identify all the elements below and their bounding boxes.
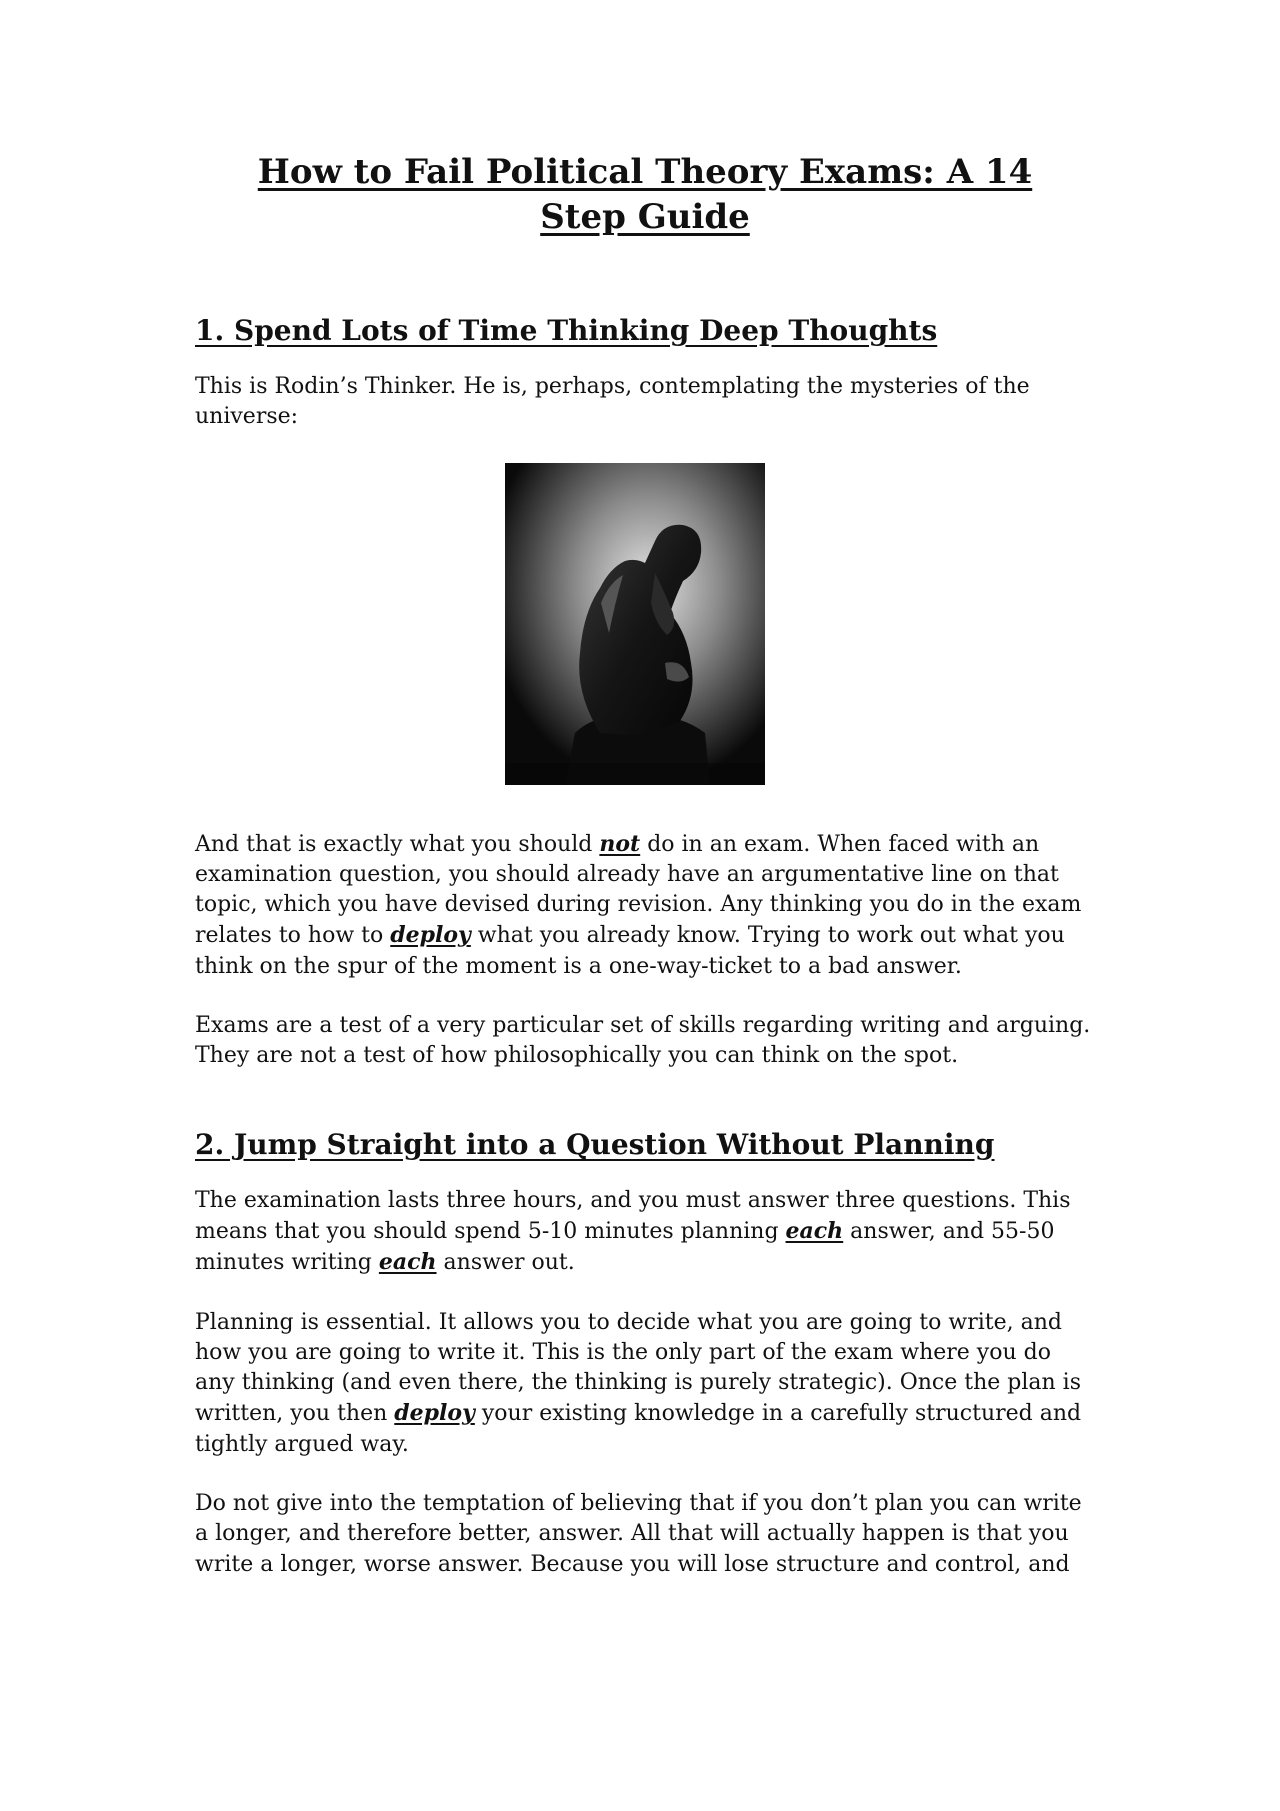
emphasis-each: each bbox=[378, 1249, 437, 1276]
emphasis-not: not bbox=[599, 830, 641, 857]
emphasis-deploy: deploy bbox=[390, 922, 471, 949]
thinker-statue-image bbox=[505, 463, 765, 785]
document-page bbox=[195, 150, 1095, 1580]
section-1-paragraph-2: Exams are a test of a very particular set of skills regarding writing and arguing. They are not a test of how philosophically you can think on the spot. bbox=[195, 1013, 1091, 1069]
section-2-heading: 2. Jump Straight into a Question Without Planning bbox=[195, 1127, 995, 1161]
section-1-intro: This is Rodin’s Thinker. He is, perhaps, contemplating the mysteries of the universe: bbox=[195, 374, 1030, 430]
section-2-paragraph-1: The examination lasts three hours, and you must answer three questions. This means that you should spend 5-10 minutes planning each answer, and 55-50 minutes writing each answer out. bbox=[195, 1187, 1071, 1276]
document-title: How to Fail Political Theory Exams: A 14 Step Guide bbox=[257, 152, 1033, 237]
section-1-heading: 1. Spend Lots of Time Thinking Deep Thoughts bbox=[195, 314, 938, 347]
emphasis-each: each bbox=[785, 1217, 844, 1244]
section-2-paragraph-3: Do not give into the temptation of believing that if you don’t plan you can write a longer, and therefore better, answer. All that will actually happen is that you write a longer, worse answer. Because you will lose structure and control, and bbox=[195, 1491, 1082, 1577]
section-2-paragraph-2: Planning is essential. It allows you to decide what you are going to write, and how you are going to write it. This is the only part of the exam where you do any thinking (and even there, the thinking is purely strategic). Once the plan is written, you then deploy your existing knowledge in a carefully structured and tightly argued way. bbox=[195, 1309, 1082, 1457]
emphasis-deploy: deploy bbox=[394, 1400, 475, 1427]
section-1-paragraph-1: And that is exactly what you should not do in an exam. When faced with an examination question, you should already have an argumentative line on that topic, which you have devised during revision. Any thinking you do in the exam relates to how to deploy what you already know. Trying to work out what you think on the spur of the moment is a one-way-ticket to a bad answer. bbox=[195, 830, 1082, 979]
